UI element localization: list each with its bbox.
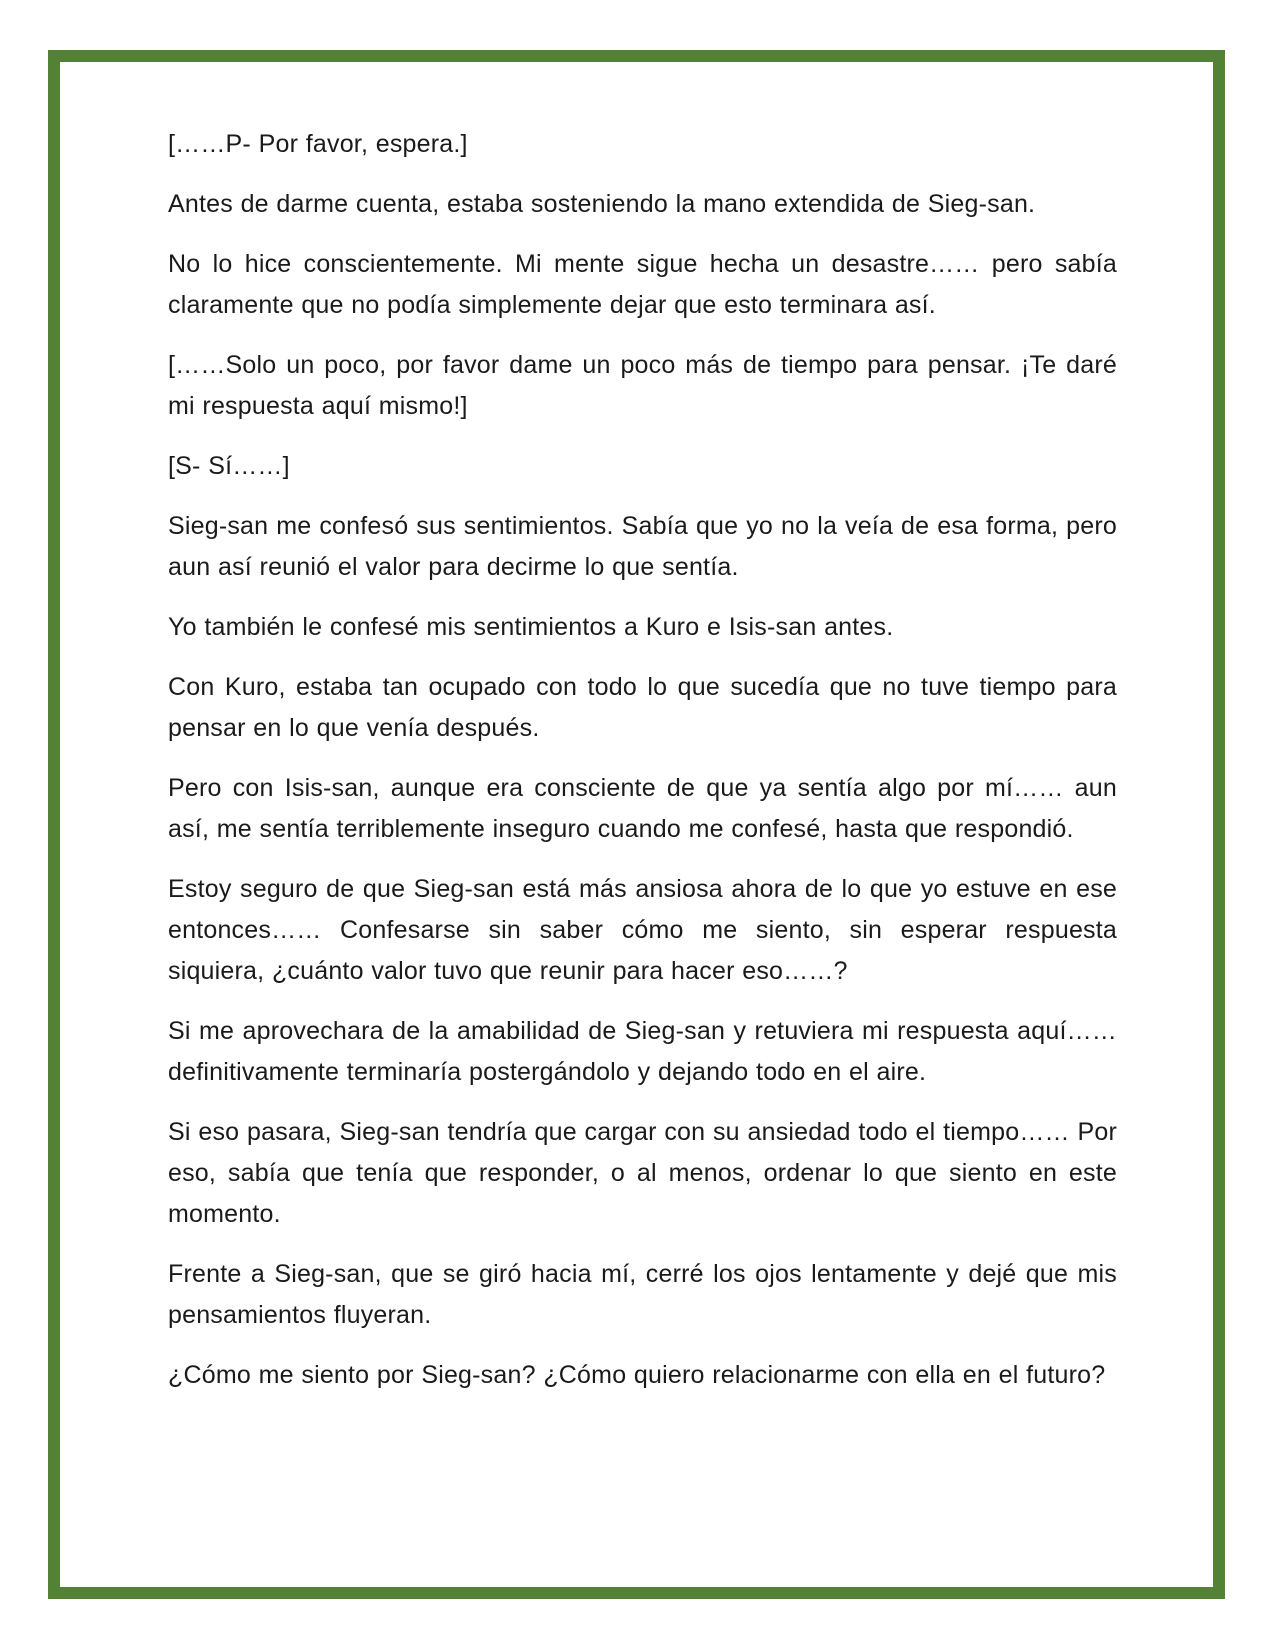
paragraph: Si eso pasara, Sieg-san tendría que cargar con su ansiedad todo el tiempo…… Por eso, sabía que tenía que responder, o al menos, ordenar lo que siento en este momento. <box>168 1118 1117 1228</box>
paragraph: Yo también le confesé mis sentimientos a Kuro e Isis-san antes. <box>168 613 894 641</box>
page-frame <box>48 50 1225 1599</box>
paragraph: [S- Sí……] <box>168 452 290 480</box>
paragraph: Sieg-san me confesó sus sentimientos. Sabía que yo no la veía de esa forma, pero aun así reunió el valor para decirme lo que sentía. <box>168 512 1117 581</box>
paragraph: Frente a Sieg-san, que se giró hacia mí, cerré los ojos lentamente y dejé que mis pensamientos fluyeran. <box>168 1260 1117 1329</box>
paragraph: No lo hice conscientemente. Mi mente sigue hecha un desastre…… pero sabía claramente que no podía simplemente dejar que esto terminara así. <box>168 250 1117 319</box>
paragraph: ¿Cómo me siento por Sieg-san? ¿Cómo quiero relacionarme con ella en el futuro? <box>168 1361 1106 1389</box>
paragraph: Estoy seguro de que Sieg-san está más ansiosa ahora de lo que yo estuve en ese entonces…… Confesarse sin saber cómo me siento, sin esperar respuesta siquiera, ¿cuánto valor tuvo que reunir para hacer eso……? <box>168 875 1117 985</box>
paragraph: Si me aprovechara de la amabilidad de Sieg-san y retuviera mi respuesta aquí…… definitivamente terminaría postergándolo y dejando todo en el aire. <box>168 1017 1117 1086</box>
paragraph: [……Solo un poco, por favor dame un poco más de tiempo para pensar. ¡Te daré mi respuesta aquí mismo!] <box>168 351 1117 420</box>
paragraph: Con Kuro, estaba tan ocupado con todo lo que sucedía que no tuve tiempo para pensar en lo que venía después. <box>168 673 1117 742</box>
page-content <box>60 62 1213 1396</box>
paragraph: [……P- Por favor, espera.] <box>168 130 468 158</box>
paragraph: Antes de darme cuenta, estaba sosteniendo la mano extendida de Sieg-san. <box>168 190 1036 218</box>
paragraph: Pero con Isis-san, aunque era consciente de que ya sentía algo por mí…… aun así, me sentía terriblemente inseguro cuando me confesé, hasta que respondió. <box>168 774 1117 843</box>
